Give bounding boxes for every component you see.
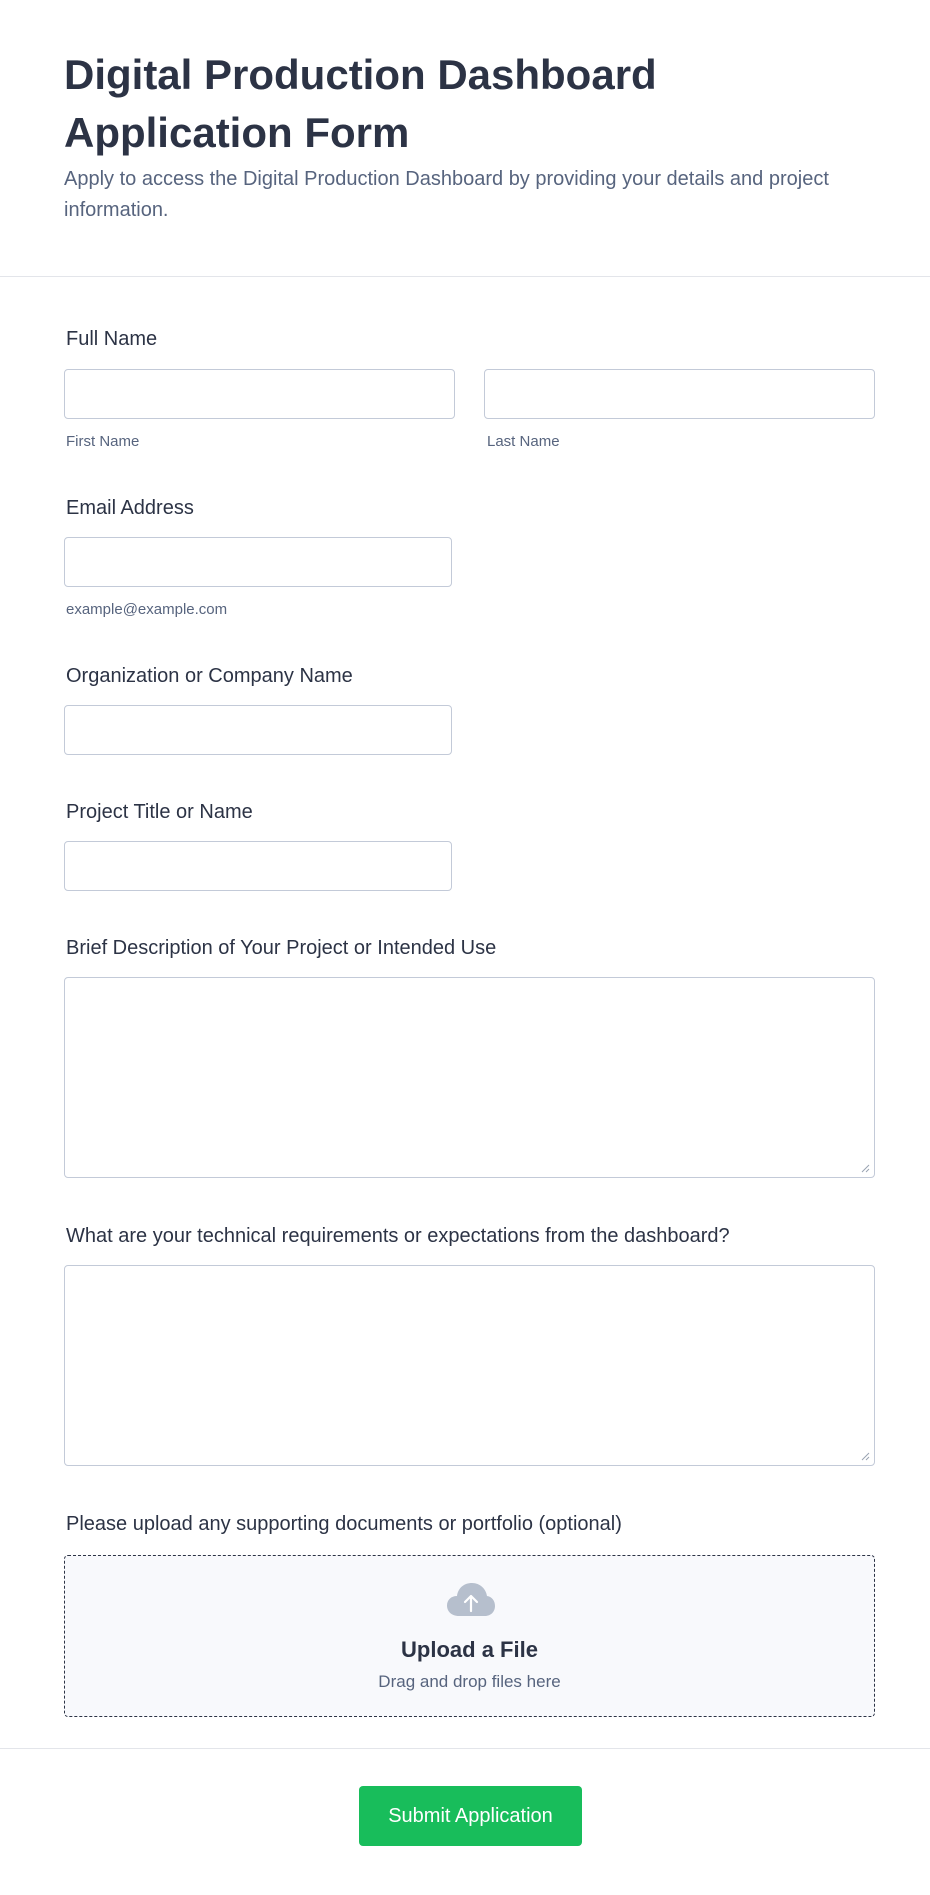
description-textarea[interactable] xyxy=(64,977,875,1178)
description-resize-icon[interactable] xyxy=(860,1163,870,1173)
cloud-upload-icon xyxy=(446,1582,496,1618)
project-title-label: Project Title or Name xyxy=(66,801,253,823)
organization-input[interactable] xyxy=(64,705,452,755)
form-header xyxy=(0,0,930,277)
form-footer xyxy=(0,1748,930,1895)
last-name-sublabel: Last Name xyxy=(487,433,560,450)
organization-label: Organization or Company Name xyxy=(66,665,353,687)
project-title-input[interactable] xyxy=(64,841,452,891)
page-title: Digital Production Dashboard Application Form xyxy=(64,51,657,156)
requirements-resize-icon[interactable] xyxy=(860,1451,870,1461)
upload-hint: Drag and drop files here xyxy=(378,1672,561,1691)
requirements-label: What are your technical requirements or expectations from the dashboard? xyxy=(66,1225,730,1247)
submit-application-button[interactable]: Submit Application xyxy=(359,1786,582,1846)
upload-title: Upload a File xyxy=(401,1637,538,1662)
full-name-label: Full Name xyxy=(66,328,158,350)
email-sublabel: example@example.com xyxy=(66,601,228,618)
requirements-textarea[interactable] xyxy=(64,1265,875,1466)
page-subtitle: Apply to access the Digital Production Dashboard by providing your details and project information. xyxy=(64,168,829,221)
last-name-input[interactable] xyxy=(484,369,875,419)
first-name-input[interactable] xyxy=(64,369,455,419)
description-label: Brief Description of Your Project or Intended Use xyxy=(66,937,497,959)
upload-label: Please upload any supporting documents or portfolio (optional) xyxy=(66,1513,622,1535)
email-input[interactable] xyxy=(64,537,452,587)
email-label: Email Address xyxy=(66,497,194,519)
file-upload-dropzone[interactable] xyxy=(64,1555,875,1717)
first-name-sublabel: First Name xyxy=(66,433,140,450)
